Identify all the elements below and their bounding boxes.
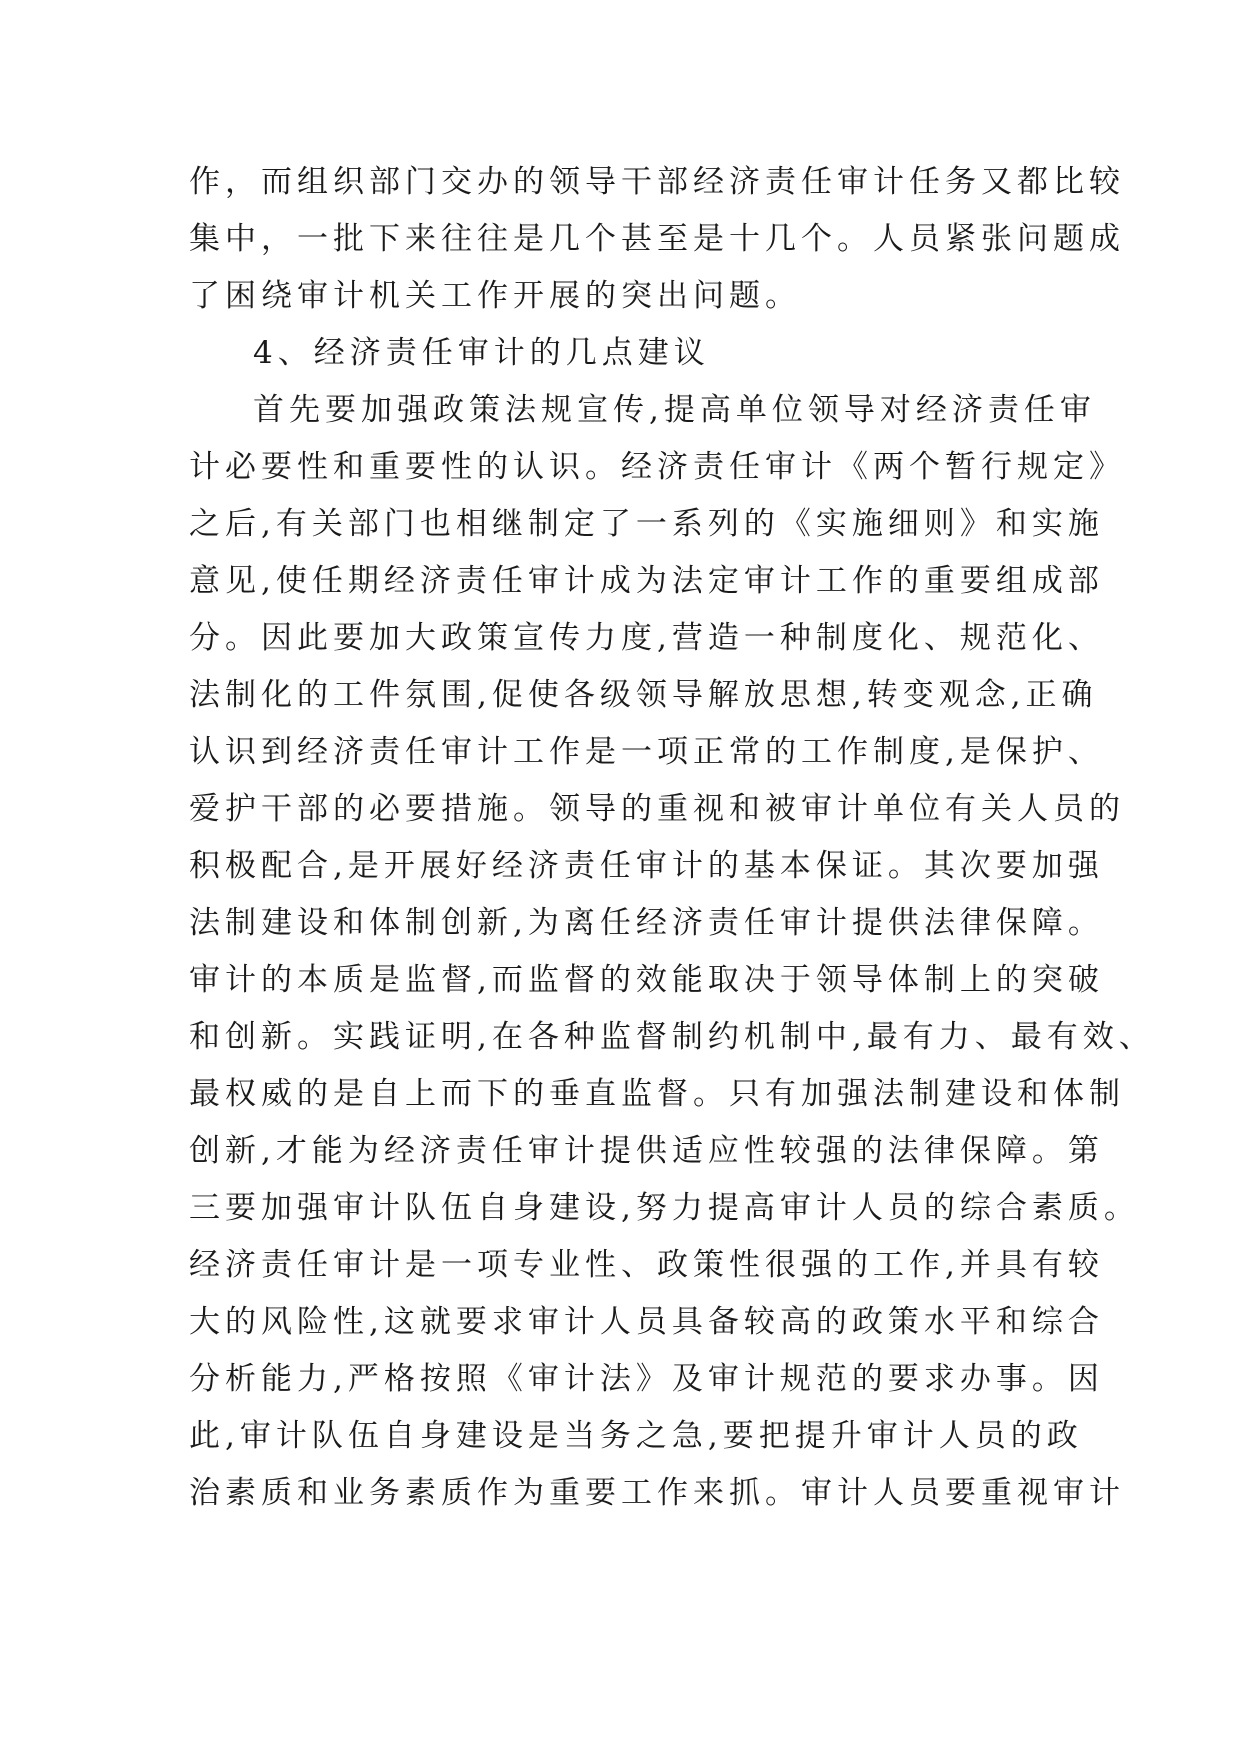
text-line: 三要加强审计队伍自身建设,努力提高审计人员的综合素质。: [189, 1190, 1140, 1226]
text-line: 认识到经济责任审计工作是一项正常的工作制度,是保护、: [189, 734, 1104, 770]
text-line: 计必要性和重要性的认识。经济责任审计《两个暂行规定》: [189, 449, 1125, 485]
paragraph-first-line: 首先要加强政策法规宣传,提高单位领导对经济责任审: [253, 392, 1096, 428]
text-line: 意见,使任期经济责任审计成为法定审计工作的重要组成部: [189, 563, 1104, 599]
text-line: 集中，一批下来往往是几个甚至是十几个。人员紧张问题成: [189, 221, 1125, 257]
text-line: 爱护干部的必要措施。领导的重视和被审计单位有关人员的: [189, 791, 1125, 827]
text-line: 法制建设和体制创新,为离任经济责任审计提供法律保障。: [189, 905, 1104, 941]
text-line: 了困绕审计机关工作开展的突出问题。: [189, 278, 801, 314]
text-line: 分析能力,严格按照《审计法》及审计规范的要求办事。因: [189, 1361, 1104, 1397]
text-line: 审计的本质是监督,而监督的效能取决于领导体制上的突破: [189, 962, 1104, 998]
text-line: 法制化的工件氛围,促使各级领导解放思想,转变观念,正确: [189, 677, 1098, 713]
text-line: 大的风险性,这就要求审计人员具备较高的政策水平和综合: [189, 1304, 1104, 1340]
text-line: 治素质和业务素质作为重要工作来抓。审计人员要重视审计: [189, 1475, 1125, 1511]
text-line: 之后,有关部门也相继制定了一系列的《实施细则》和实施: [189, 506, 1104, 542]
text-line: 积极配合,是开展好经济责任审计的基本保证。其次要加强: [189, 848, 1104, 884]
body-text: [189, 154, 1155, 1522]
text-line: 此,审计队伍自身建设是当务之急,要把提升审计人员的政: [189, 1418, 1083, 1454]
text-line: 最权威的是自上而下的垂直监督。只有加强法制建设和体制: [189, 1076, 1125, 1112]
text-line: 和创新。实践证明,在各种监督制约机制中,最有力、最有效、: [189, 1019, 1155, 1055]
text-line: 作，而组织部门交办的领导干部经济责任审计任务又都比较: [189, 164, 1125, 200]
text-line: 分。因此要加大政策宣传力度,营造一种制度化、规范化、: [189, 620, 1104, 656]
text-line: 创新,才能为经济责任审计提供适应性较强的法律保障。第: [189, 1133, 1104, 1169]
text-line: 经济责任审计是一项专业性、政策性很强的工作,并具有较: [189, 1247, 1104, 1283]
section-heading: 4、经济责任审计的几点建议: [253, 335, 710, 371]
